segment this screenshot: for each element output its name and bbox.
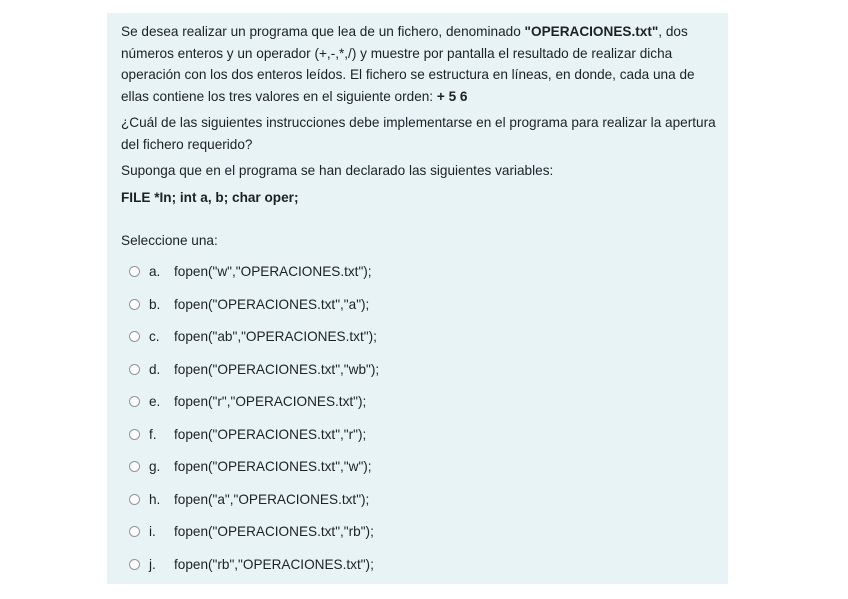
radio-button[interactable] bbox=[129, 299, 140, 310]
option-letter: g. bbox=[149, 459, 161, 475]
question-intro bbox=[121, 21, 718, 107]
option-text: fopen("OPERACIONES.txt","r"); bbox=[174, 426, 367, 442]
option-letter: h. bbox=[149, 491, 161, 507]
answer-option-b[interactable] bbox=[121, 288, 718, 321]
answer-option-j[interactable] bbox=[121, 548, 718, 581]
option-text: fopen("OPERACIONES.txt","wb"); bbox=[174, 361, 380, 377]
option-letter: c. bbox=[149, 329, 160, 345]
example-line: + 5 6 bbox=[436, 88, 468, 104]
radio-button[interactable] bbox=[129, 266, 140, 277]
option-letter: e. bbox=[149, 394, 161, 410]
intro-text-end: , dos números enteros y un operador (+,-,*,/) y muestre por pantalla el resultado de realizar dicha operación con los dos enteros leídos. El fichero se estructura en líneas, en donde, cada una de ellas contiene los tres valores en el siguiente orden: bbox=[121, 24, 695, 104]
answer-option-f[interactable] bbox=[121, 418, 718, 451]
radio-button[interactable] bbox=[129, 396, 140, 407]
option-letter: f. bbox=[149, 426, 157, 442]
option-text: fopen("ab","OPERACIONES.txt"); bbox=[174, 329, 377, 345]
radio-button[interactable] bbox=[129, 526, 140, 537]
answer-option-e[interactable] bbox=[121, 386, 718, 419]
option-letter: b. bbox=[149, 296, 161, 312]
option-letter: a. bbox=[149, 264, 161, 280]
option-text: fopen("w","OPERACIONES.txt"); bbox=[174, 264, 372, 280]
option-letter: d. bbox=[149, 361, 161, 377]
variable-declaration: FILE *In; int a, b; char oper; bbox=[121, 189, 299, 205]
radio-button[interactable] bbox=[129, 331, 140, 342]
answer-option-d[interactable] bbox=[121, 353, 718, 386]
option-text: fopen("OPERACIONES.txt","a"); bbox=[174, 296, 370, 312]
answer-option-g[interactable] bbox=[121, 451, 718, 484]
answer-list bbox=[121, 256, 718, 581]
option-letter: j. bbox=[149, 556, 156, 572]
option-text: fopen("r","OPERACIONES.txt"); bbox=[174, 394, 367, 410]
option-text: fopen("a","OPERACIONES.txt"); bbox=[174, 491, 370, 507]
radio-button[interactable] bbox=[129, 461, 140, 472]
assumption-text: Suponga que en el programa se han declarado las siguientes variables: bbox=[121, 163, 554, 178]
option-text: fopen("OPERACIONES.txt","rb"); bbox=[174, 524, 374, 540]
answer-option-c[interactable] bbox=[121, 321, 718, 354]
option-letter: i. bbox=[149, 524, 156, 540]
radio-button[interactable] bbox=[129, 494, 140, 505]
intro-text-start: Se desea realizar un programa que lea de un fichero, denominado bbox=[121, 24, 525, 39]
radio-button[interactable] bbox=[129, 429, 140, 440]
filename-text: "OPERACIONES.txt" bbox=[524, 24, 659, 39]
answer-option-i[interactable] bbox=[121, 516, 718, 549]
select-one-prompt: Seleccione una: bbox=[121, 233, 218, 248]
answer-option-h[interactable] bbox=[121, 483, 718, 516]
radio-button[interactable] bbox=[129, 559, 140, 570]
option-text: fopen("rb","OPERACIONES.txt"); bbox=[174, 556, 374, 572]
radio-button[interactable] bbox=[129, 364, 140, 375]
answer-option-a[interactable] bbox=[121, 256, 718, 289]
option-text: fopen("OPERACIONES.txt","w"); bbox=[174, 459, 372, 475]
question-panel bbox=[107, 13, 728, 584]
question-text: ¿Cuál de las siguientes instrucciones debe implementarse en el programa para realizar la apertura del fichero requerido? bbox=[121, 115, 716, 152]
